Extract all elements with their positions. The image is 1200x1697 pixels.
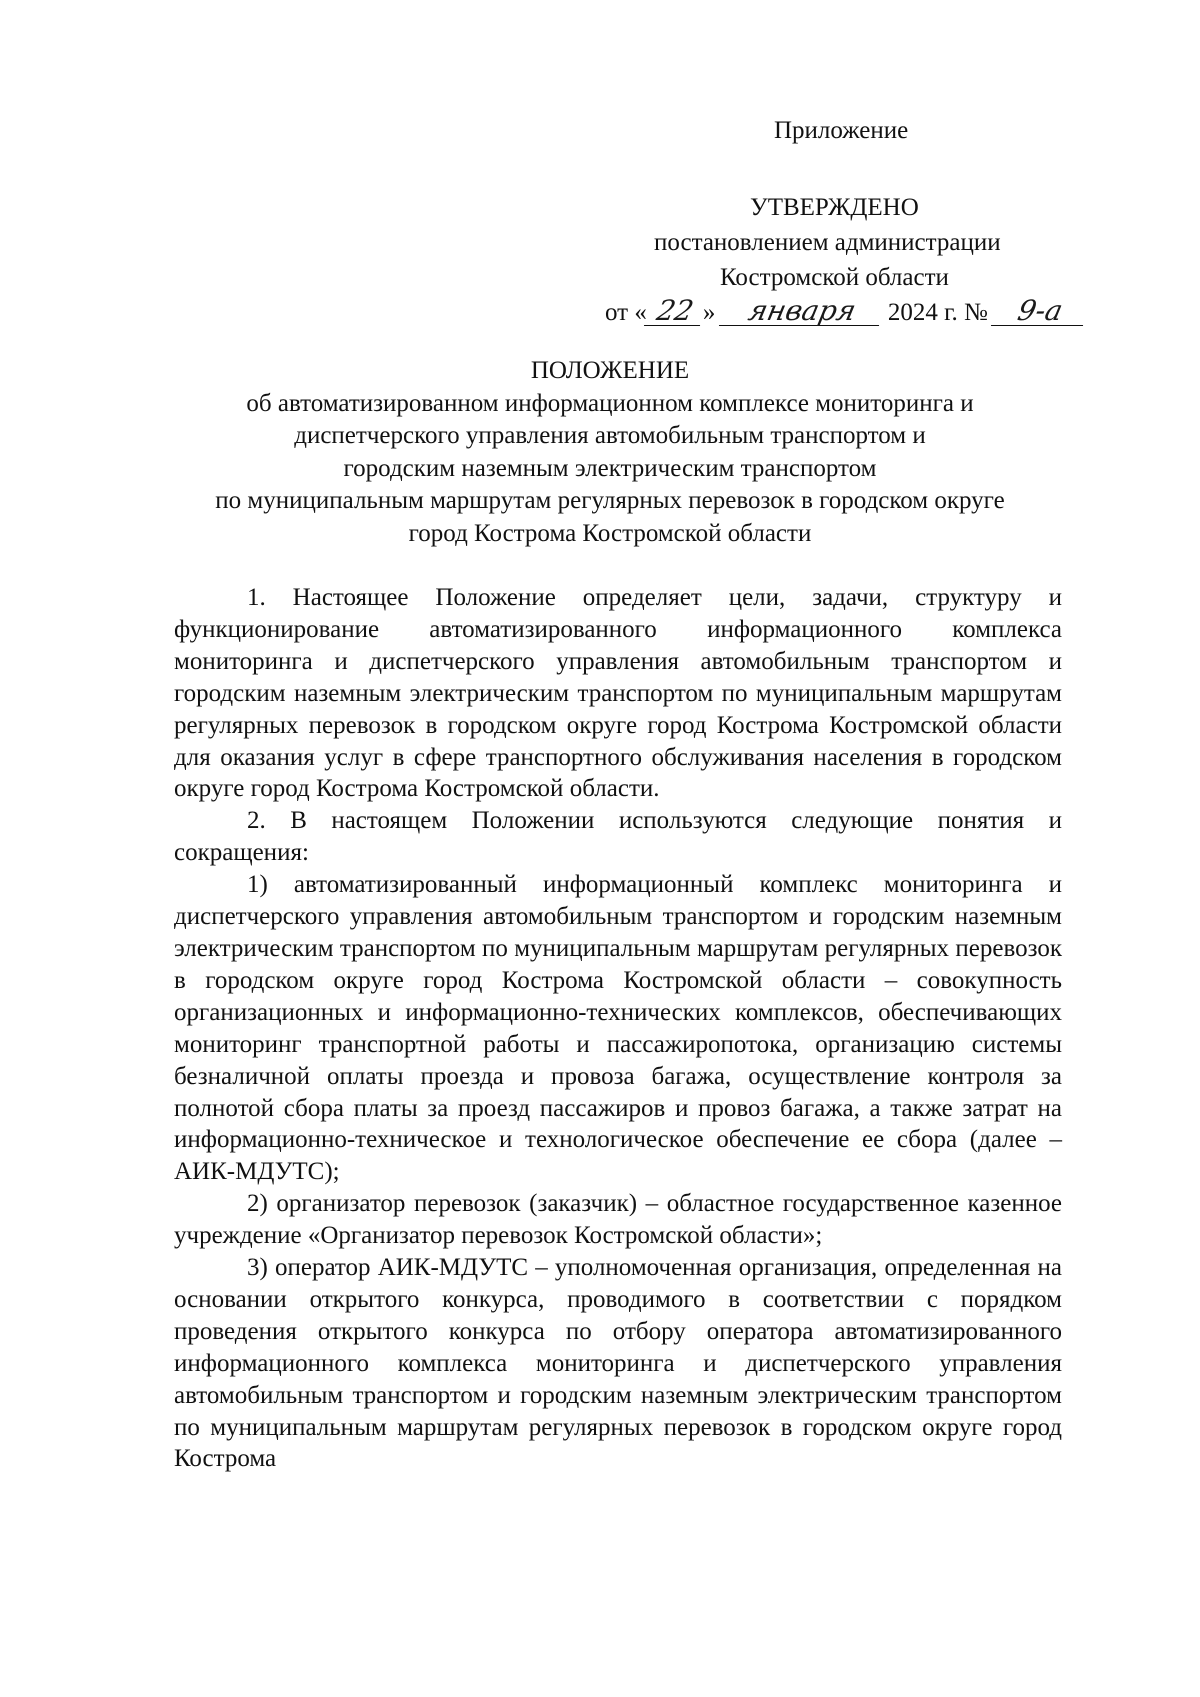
handwritten-month: января xyxy=(719,297,885,326)
paragraph-1: 1. Настоящее Положение определяет цели, задачи, структуру и функционирование автоматизированного информационного комплекса мониторинга и диспетчерского управления автомобильным транспортом и городским наземным электрическим транспортом по муниципальным маршрутам регулярных перевозок в городском округе город Кострома Костромской области для оказания услуг в сфере транспортного обслуживания населения в городском округе город Кострома Костромской области. xyxy=(174,584,1062,803)
subtitle-line: городским наземным электрическим транспортом xyxy=(343,454,877,482)
subtitle-line: город Кострома Костромской области xyxy=(408,519,812,547)
document-heading: ПОЛОЖЕНИЕ xyxy=(530,357,690,384)
handwritten-day: 22 xyxy=(644,297,706,326)
date-prefix: от « xyxy=(605,299,647,326)
subtitle-line: по муниципальным маршрутам регулярных перевозок в городском округе xyxy=(215,487,1005,514)
approval-date-line xyxy=(560,295,1140,330)
document-body xyxy=(174,582,1062,1475)
approved-by-line-1: постановлением администрации xyxy=(654,229,1001,256)
subtitle-line: диспетчерского управления автомобильным транспортом и xyxy=(294,422,926,449)
date-year: 2024 г. № xyxy=(887,299,988,326)
approved-by-line-2: Костромской области xyxy=(720,264,949,291)
approved-label: УТВЕРЖДЕНО xyxy=(750,194,919,221)
paragraph-2: 2. В настоящем Положении используются следующие понятия и сокращения: xyxy=(174,807,1062,867)
handwritten-doc-number: 9-а xyxy=(991,297,1089,326)
appendix-label: Приложение xyxy=(774,117,909,144)
subtitle-line: об автоматизированном информационном комплексе мониторинга и xyxy=(246,389,974,417)
date-quote-close: » xyxy=(702,299,716,326)
paragraph-2-item-2: 2) организатор перевозок (заказчик) – областное государственное казенное учреждение «Организатор перевозок Костромской области»; xyxy=(174,1190,1062,1250)
paragraph-2-item-3: 3) оператор АИК-МДУТС – уполномоченная организация, определенная на основании открытого конкурса, проводимого в соответствии с порядком проведения открытого конкурса по отбору оператора автоматизированного информационного комплекса мониторинга и диспетчерского управления автомобильным транспортом и городским наземным электрическим транспортом по муниципальным маршрутам регулярных перевозок в городском округе город Кострома xyxy=(174,1254,1062,1473)
approval-block xyxy=(560,190,1140,330)
document-title-block xyxy=(170,355,1050,550)
paragraph-2-item-1: 1) автоматизированный информационный комплекс мониторинга и диспетчерского управления автомобильным транспортом и городским наземным электрическим транспортом по муниципальным маршрутам регулярных перевозок в городском округе город Кострома Костромской области – совокупность организационных и информационно-технических комплексов, обеспечивающих мониторинг транспортной работы и пассажиропотока, организацию системы безналичной оплаты проезда и провоза багажа, осуществление контроля за полнотой сбора платы за проезд пассажиров и провоз багажа, а также затрат на информационно-техническое и технологическое обеспечение ее сбора (далее – АИК-МДУТС); xyxy=(174,871,1062,1186)
